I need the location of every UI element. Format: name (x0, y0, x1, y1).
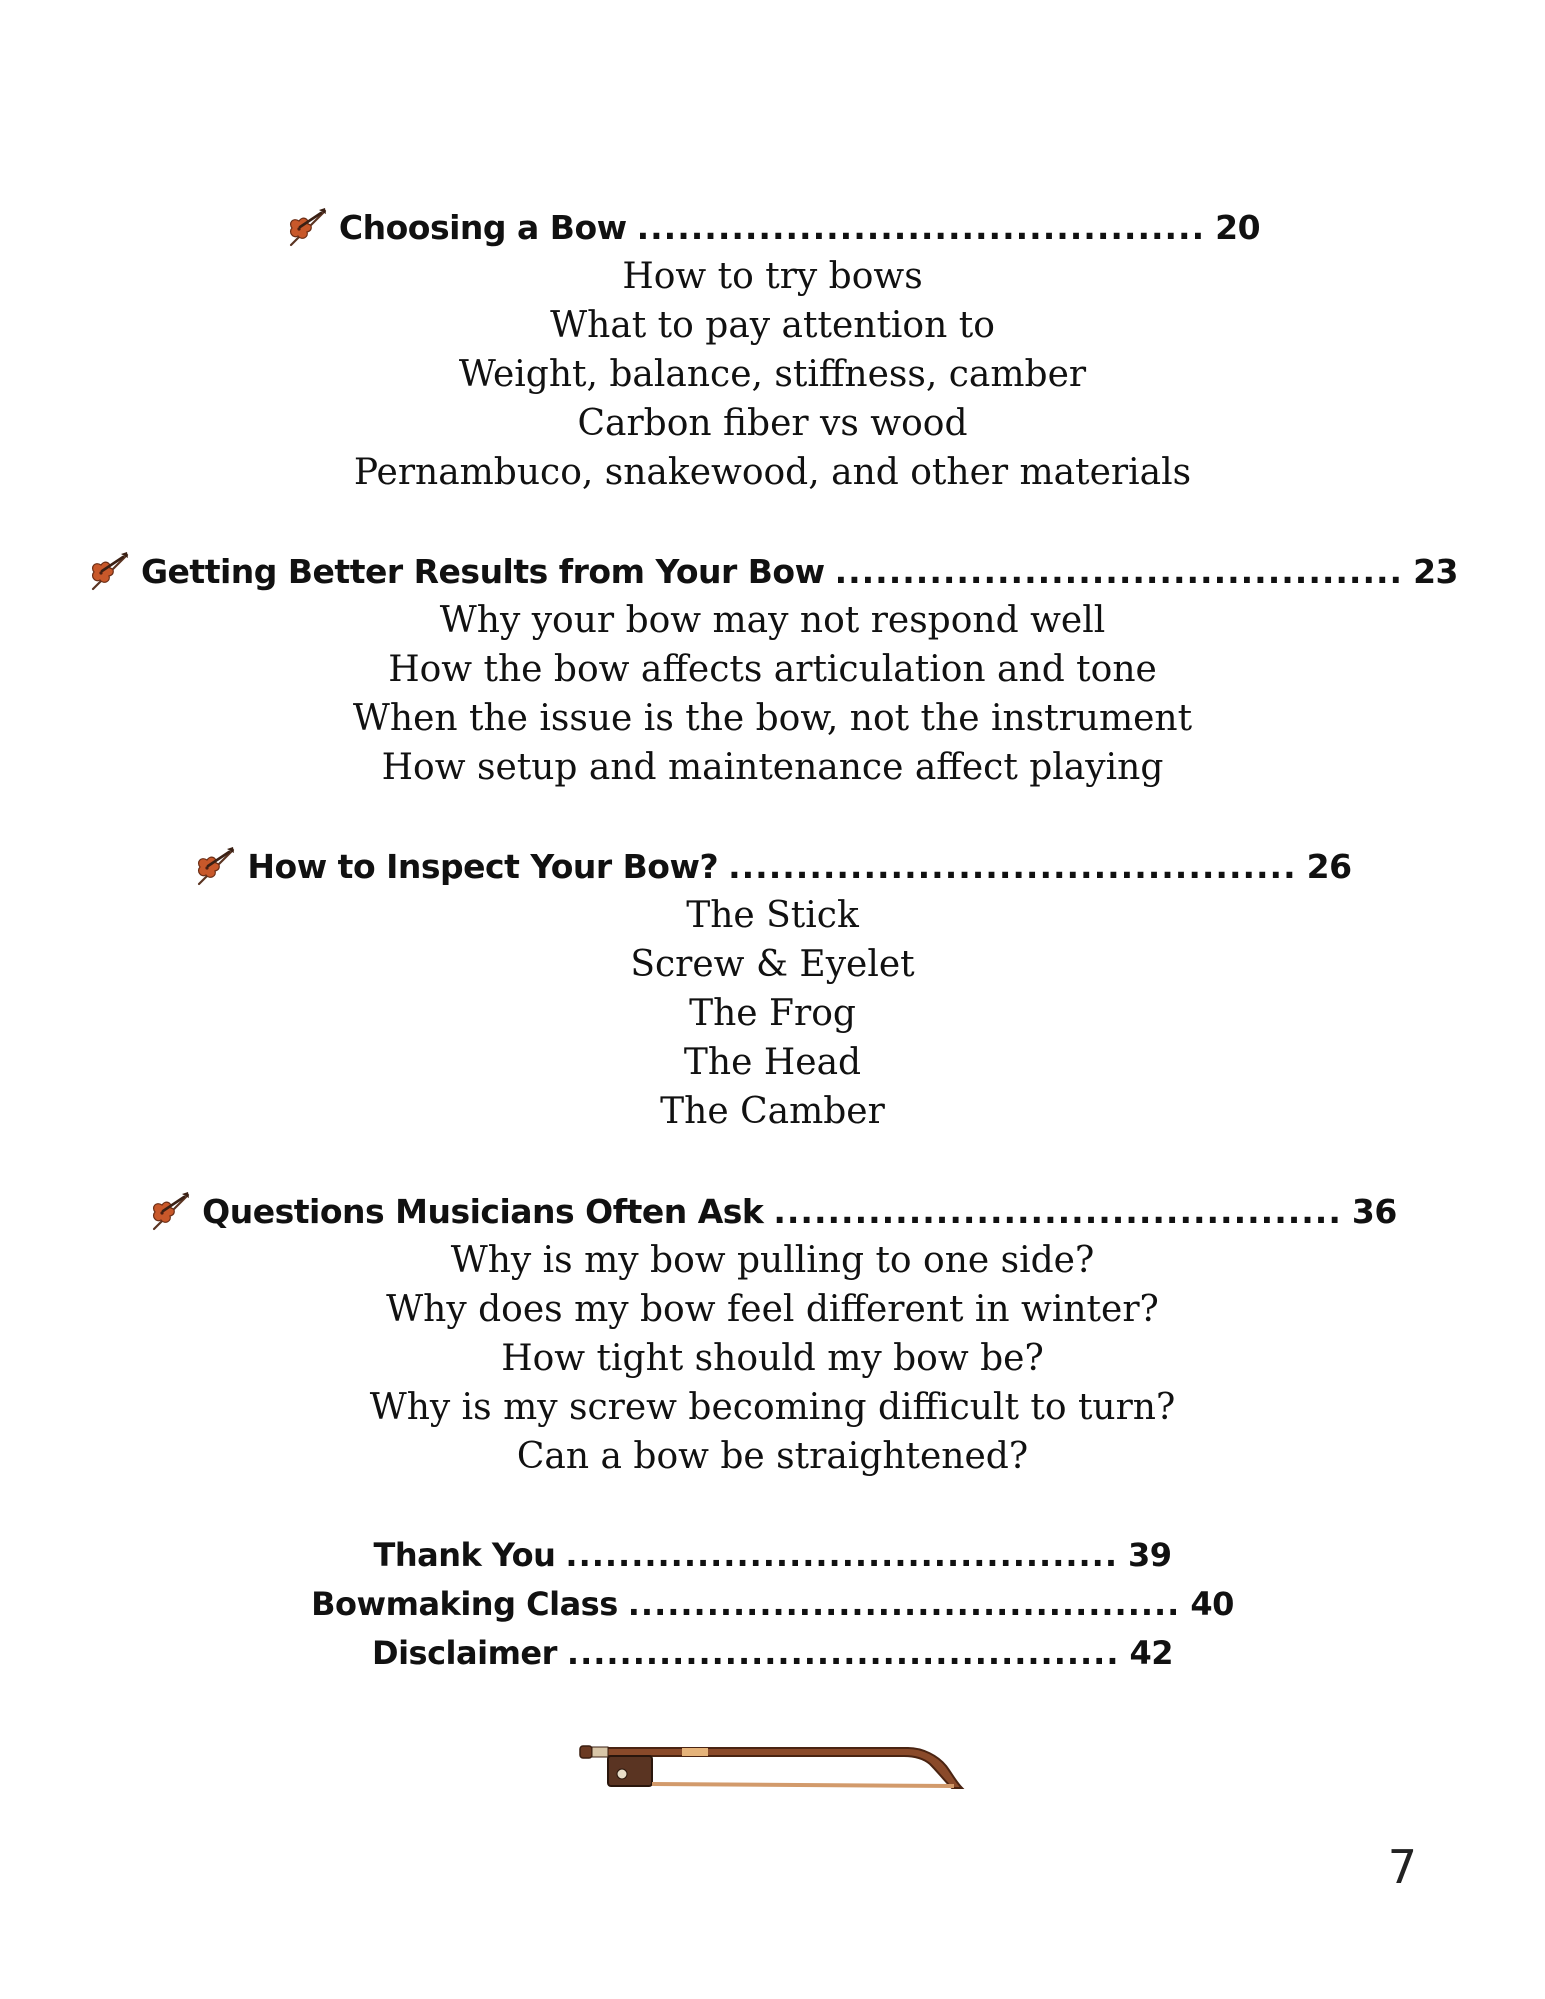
heading-page-number: 20 (1215, 207, 1261, 247)
toc-misc-entries (0, 1530, 1545, 1677)
toc-section-better-results (0, 546, 1545, 792)
toc-subitem: Why is my bow pulling to one side? (450, 1240, 1095, 1281)
violin-icon (148, 1189, 192, 1233)
toc-entry-thank-you[interactable] (0, 1530, 1545, 1579)
bow-illustration (578, 1738, 968, 1800)
toc-subitem: Carbon fiber vs wood (577, 403, 968, 444)
toc-entry-disclaimer[interactable] (0, 1628, 1545, 1677)
dot-leader: .......................................... (627, 1584, 1181, 1623)
dot-leader: .......................................... (773, 1191, 1342, 1231)
toc-subitem: Why does my bow feel different in winter? (386, 1289, 1159, 1330)
dot-leader: .......................................... (728, 846, 1297, 886)
entry-page-number: 42 (1129, 1633, 1173, 1672)
dot-leader: .......................................... (834, 551, 1404, 591)
toc-subitem: The Frog (689, 993, 856, 1034)
toc-subitem: What to pay attention to (550, 305, 995, 346)
toc-subitem: When the issue is the bow, not the instrument (352, 698, 1193, 739)
toc-subitem: Pernambuco, snakewood, and other materials (353, 452, 1192, 493)
toc-subitem: How tight should my bow be? (501, 1338, 1044, 1379)
heading-page-number: 36 (1351, 1191, 1397, 1231)
violin-icon (285, 205, 329, 249)
toc-subitem: Weight, balance, stiffness, camber (458, 354, 1087, 395)
toc-heading[interactable] (0, 1186, 1545, 1236)
toc-subitem: The Camber (660, 1091, 885, 1132)
heading-title: Questions Musicians Often Ask (202, 1191, 764, 1231)
toc-subitem: The Stick (686, 895, 859, 936)
toc-subitem: Why is my screw becoming difficult to turn? (369, 1387, 1176, 1428)
dot-leader: .......................................... (566, 1633, 1120, 1672)
toc-heading[interactable] (0, 546, 1545, 596)
toc-entry-bowmaking-class[interactable] (0, 1579, 1545, 1628)
violin-icon (193, 844, 237, 888)
toc-subitem: How the bow affects articulation and tone (388, 649, 1157, 690)
toc-section-inspect (0, 841, 1545, 1136)
toc-section-choosing (0, 202, 1545, 497)
heading-page-number: 26 (1306, 846, 1352, 886)
toc-subitem: The Head (683, 1042, 862, 1083)
toc-subitem: How to try bows (622, 256, 923, 297)
entry-title: Thank You (373, 1535, 556, 1574)
toc-heading[interactable] (0, 202, 1545, 252)
entry-title: Bowmaking Class (311, 1584, 618, 1623)
heading-title: How to Inspect Your Bow? (247, 846, 719, 886)
page-number: 7 (1387, 1840, 1417, 1894)
toc-subitem: Can a bow be straightened? (516, 1436, 1029, 1477)
toc-subitem: Why your bow may not respond well (439, 600, 1106, 641)
toc-section-questions (0, 1186, 1545, 1481)
toc-subitem: How setup and maintenance affect playing (381, 747, 1164, 788)
toc-subitem: Screw & Eyelet (630, 944, 915, 985)
dot-leader: .......................................... (565, 1535, 1118, 1574)
entry-title: Disclaimer (372, 1633, 557, 1672)
heading-title: Getting Better Results from Your Bow (140, 551, 825, 591)
violin-icon (87, 549, 131, 593)
dot-leader: .......................................... (636, 207, 1206, 247)
toc-heading[interactable] (0, 841, 1545, 891)
heading-page-number: 23 (1413, 551, 1459, 591)
entry-page-number: 40 (1190, 1584, 1234, 1623)
heading-title: Choosing a Bow (338, 207, 627, 247)
entry-page-number: 39 (1127, 1535, 1172, 1574)
